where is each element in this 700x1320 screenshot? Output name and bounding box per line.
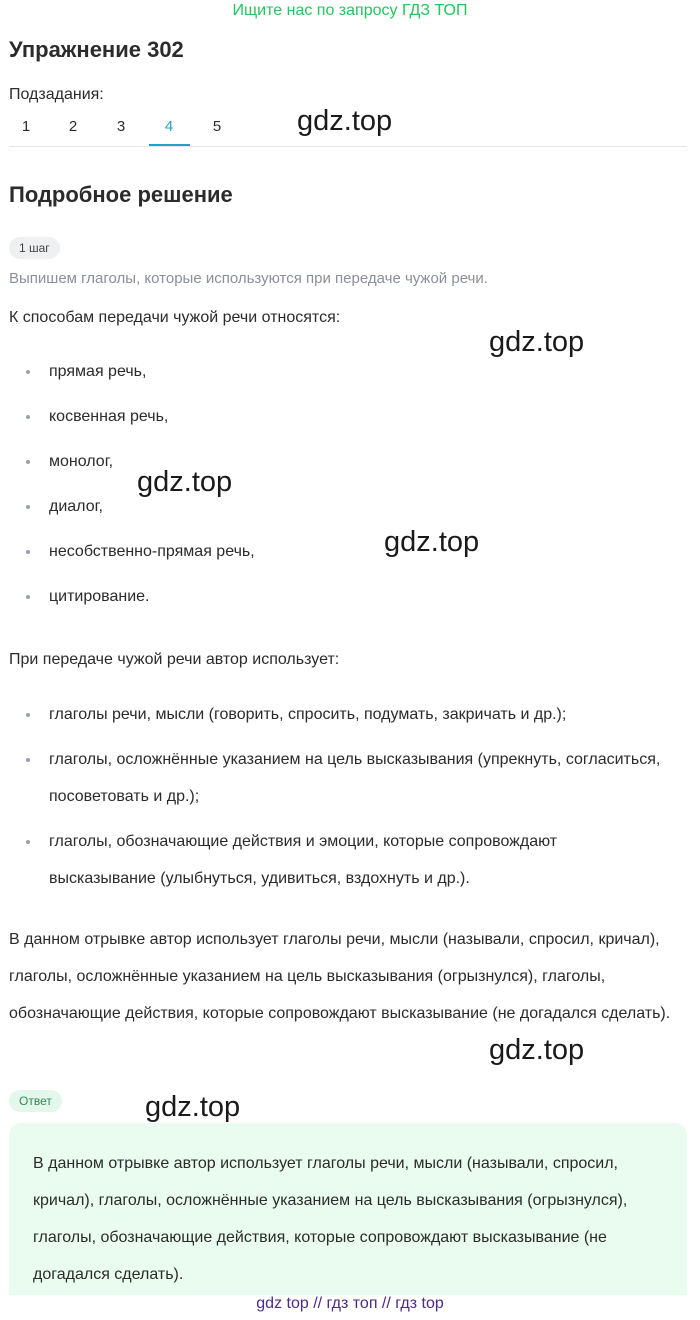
conclusion-text: В данном отрывке автор использует глаголы речи, мысли (называли, спросил, кричал), глаголы, осложнённые указанием на цель высказывания (огрызнулся), глаголы, обозначающие действия, которые сопровождают высказывание (не догадался сделать).	[9, 931, 671, 1022]
author-intro: При передаче чужой речи автор использует:	[9, 651, 340, 668]
answer-badge: Ответ	[9, 1090, 62, 1112]
watermark: gdz.top	[489, 326, 585, 358]
list-item: цитирование.	[26, 578, 255, 615]
author-list	[26, 696, 666, 897]
footer-links: gdz top // гдз топ // гдз top	[256, 1295, 444, 1312]
watermark: gdz.top	[489, 1034, 585, 1066]
list-item: диалог,	[26, 488, 255, 525]
step-badge: 1 шаг	[9, 237, 60, 259]
tab-4[interactable]: 4	[164, 118, 174, 135]
list-item: косвенная речь,	[26, 398, 255, 435]
watermark: gdz.top	[145, 1091, 241, 1123]
divider	[9, 146, 687, 147]
list-item: глаголы речи, мысли (говорить, спросить, подумать, закричать и др.);	[26, 696, 666, 733]
list-item: глаголы, обозначающие действия и эмоции, которые сопровождают высказывание (улыбнуться, удивиться, вздохнуть и др.).	[26, 823, 666, 897]
watermark: gdz.top	[297, 105, 393, 137]
tab-5[interactable]: 5	[212, 118, 222, 135]
answer-box	[9, 1123, 687, 1295]
solution-title: Подробное решение	[9, 182, 233, 207]
methods-intro: К способам передачи чужой речи относятся:	[9, 309, 341, 326]
tab-3[interactable]: 3	[116, 118, 126, 135]
list-item: прямая речь,	[26, 353, 255, 390]
watermark: gdz.top	[137, 466, 233, 498]
answer-text: В данном отрывке автор использует глаголы речи, мысли (называли, спросил, кричал), глаголы, осложнённые указанием на цель высказывания (огрызнулся), глаголы, обозначающие действия, которые сопровождают высказывание (не догадался сделать).	[33, 1155, 628, 1283]
top-banner: Ищите нас по запросу ГДЗ ТОП	[232, 2, 468, 19]
list-item: несобственно-прямая речь,	[26, 533, 255, 570]
tab-1[interactable]: 1	[21, 118, 31, 135]
subtasks-label: Подзадания:	[9, 86, 104, 103]
page-title: Упражнение 302	[9, 37, 184, 62]
tab-2[interactable]: 2	[68, 118, 78, 135]
step-intro: Выпишем глаголы, которые используются при передаче чужой речи.	[9, 270, 488, 287]
watermark: gdz.top	[384, 526, 480, 558]
list-item: монолог,	[26, 443, 255, 480]
list-item: глаголы, осложнённые указанием на цель высказывания (упрекнуть, согласиться, посоветовать и др.);	[26, 741, 666, 815]
